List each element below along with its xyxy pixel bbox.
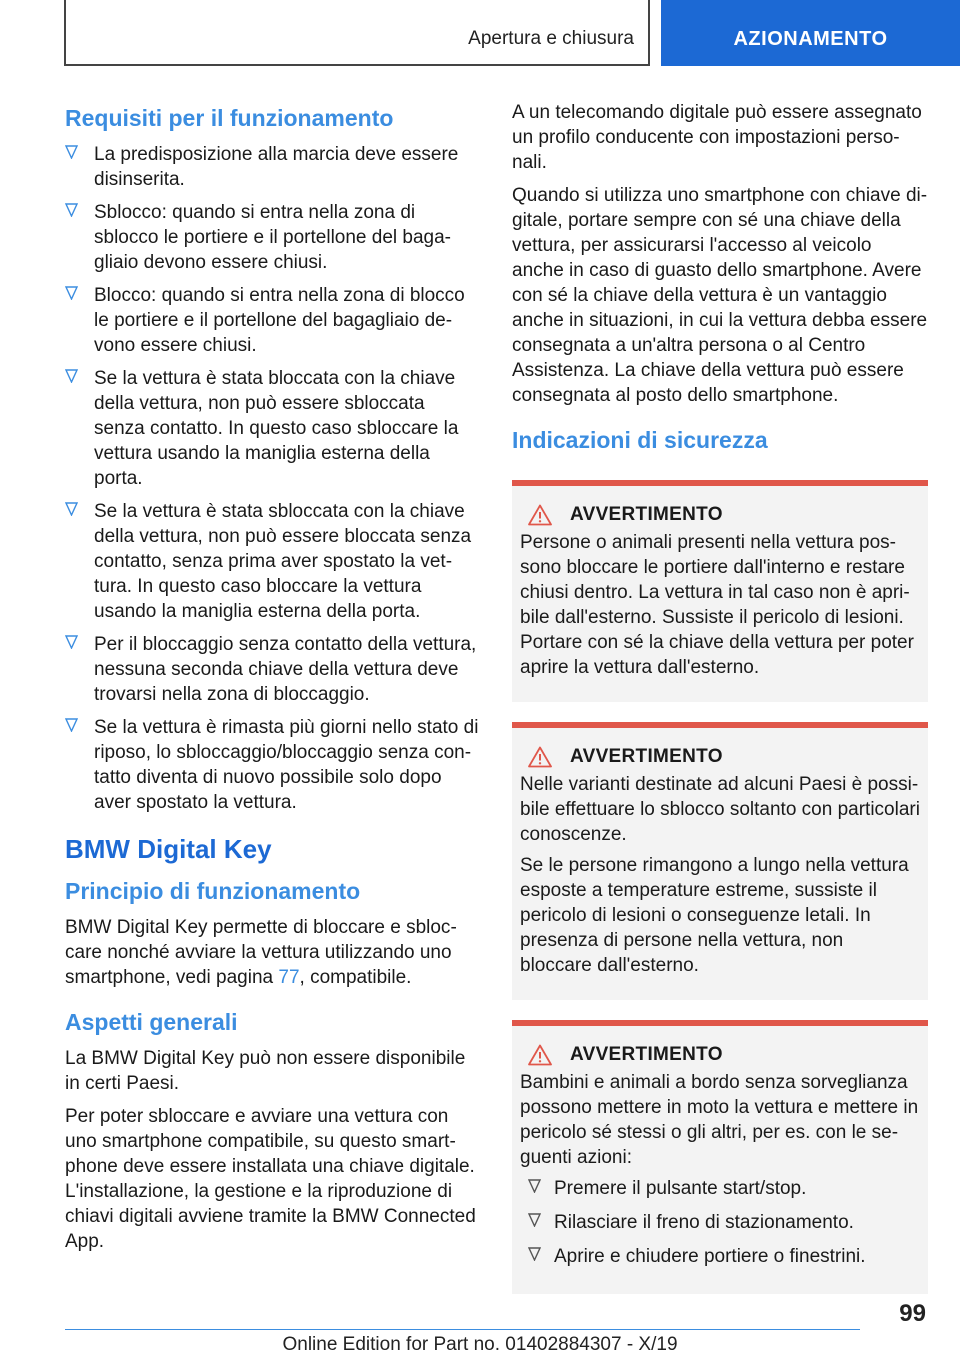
- bullet-triangle-icon: [65, 718, 78, 732]
- general-paragraph: Per poter sbloccare e avviare una vettura con uno smartphone compatibile, su questo smartphone deve essere installata una chiave digitale. L'installazione, la gestione e la riproduzione di chiavi digitali avviene tramite la BMW Connected App.: [65, 1106, 476, 1252]
- list-item-text: Se la vettura è stata bloccata con la chiave della vettura, non può essere sbloccata senza contatto. In questo caso sbloccare la vettura usando la maniglia esterna della porta.: [94, 368, 459, 489]
- general-paragraph: La BMW Digital Key può non essere disponibile in certi Paesi.: [65, 1048, 466, 1094]
- left-column: [65, 100, 480, 1262]
- list-item-text: Blocco: quando si entra nella zona di blocco le portiere e il portellone del bagagliaio devono essere chiusi.: [94, 285, 465, 356]
- requirements-heading: Requisiti per il funzionamento: [65, 105, 394, 131]
- list-item-text: Per il bloccaggio senza contatto della vettura, nessuna seconda chiave della vettura deve trovarsi nella zona di bloccaggio.: [94, 634, 477, 705]
- page-number: 99: [899, 1300, 926, 1327]
- warning-title: AVVERTIMENTO: [570, 1044, 723, 1065]
- list-item-text: Aprire e chiudere portiere o finestrini.: [554, 1246, 866, 1267]
- chapter-tab: [661, 0, 960, 66]
- bullet-triangle-icon: [65, 203, 78, 217]
- page-header: [64, 0, 960, 66]
- list-item: [520, 1244, 920, 1269]
- warning-title: AVVERTIMENTO: [570, 746, 723, 767]
- bullet-triangle-icon: [65, 502, 78, 516]
- bullet-triangle-icon: [65, 635, 78, 649]
- list-item: [65, 200, 480, 275]
- list-item: [65, 283, 480, 358]
- warning-action-list: [520, 1176, 920, 1269]
- list-item-text: Se la vettura è stata sbloccata con la chiave della vettura, non può essere bloccata senza contatto, senza prima aver spostato la vettura. In questo caso bloccare la vettura usando la maniglia esterna della porta.: [94, 501, 472, 622]
- bullet-triangle-icon: [528, 1213, 541, 1227]
- warning-text: Se le persone rimangono a lungo nella vettura esposte a temperature estreme, sussiste il pericolo di lesioni o conseguenze letali. In presenza di persone nella vettura, non bloccare dall'esterno.: [520, 855, 909, 976]
- edition-note: Online Edition for Part no. 01402884307 - X/19: [282, 1334, 678, 1355]
- page-reference-link[interactable]: 77: [278, 967, 300, 988]
- bullet-triangle-icon: [528, 1247, 541, 1261]
- list-item-text: Premere il pulsante start/stop.: [554, 1178, 807, 1199]
- warning-triangle-icon: [528, 746, 552, 768]
- right-column: [512, 100, 928, 1314]
- warning-title: AVVERTIMENTO: [570, 504, 723, 525]
- intro-paragraph: A un telecomando digitale può essere assegnato un profilo conducente con impostazioni personali.: [512, 102, 922, 173]
- warning-header: [520, 746, 920, 768]
- list-item: [65, 715, 480, 815]
- warning-triangle-icon: [528, 1044, 552, 1066]
- list-item: [65, 142, 480, 192]
- warning-box: [512, 722, 928, 1000]
- principle-text: [65, 915, 480, 990]
- list-item-text: Sblocco: quando si entra nella zona di sblocco le portiere e il portellone del bagagliaio devono essere chiusi.: [94, 202, 451, 273]
- warning-text: Bambini e animali a bordo senza sorveglianza possono mettere in moto la vettura e mettere in pericolo sé stessi o gli altri, per es. con le seguenti azioni:: [520, 1072, 919, 1168]
- list-item: [520, 1176, 920, 1201]
- warning-text: Nelle varianti destinate ad alcuni Paesi è possibile effettuare lo sblocco soltanto con particolari conoscenze.: [520, 774, 920, 845]
- principle-text-start: BMW Digital Key permette di bloccare e sbloccare nonché avviare la vettura utilizzando uno smartphone, vedi pagina: [65, 917, 457, 988]
- digital-key-heading: BMW Digital Key: [65, 834, 272, 864]
- requirements-list: [65, 142, 480, 815]
- bullet-triangle-icon: [65, 369, 78, 383]
- warning-box: [512, 480, 928, 702]
- list-item: [65, 499, 480, 624]
- principle-text-end: , compatibile.: [299, 967, 412, 988]
- general-heading: Aspetti generali: [65, 1009, 238, 1035]
- intro-paragraph: Quando si utilizza uno smartphone con chiave digitale, portare sempre con sé una chiave della vettura, per assicurarsi l'accesso al veicolo anche in caso di guasto dello smartphone. Avere con sé la chiave della vettura è un vantaggio anche in situazioni, in cui la vettura debba essere consegnata a un'altra persona o al Centro Assistenza. La chiave della vettura può essere consegnata al posto dello smartphone.: [512, 185, 928, 406]
- warning-box: [512, 1020, 928, 1294]
- bullet-triangle-icon: [528, 1179, 541, 1193]
- list-item-text: Se la vettura è rimasta più giorni nello stato di riposo, lo sbloccaggio/bloccaggio senza contatto diventa di nuovo possibile solo dopo aver spostato la vettura.: [94, 717, 479, 813]
- bullet-triangle-icon: [65, 145, 78, 159]
- chapter-title: AZIONAMENTO: [733, 28, 888, 50]
- bullet-triangle-icon: [65, 286, 78, 300]
- list-item-text: Rilasciare il freno di stazionamento.: [554, 1212, 854, 1233]
- list-item: [65, 632, 480, 707]
- footer-divider: [65, 1329, 860, 1330]
- list-item: [520, 1210, 920, 1235]
- section-title: Apertura e chiusura: [468, 28, 634, 49]
- warning-header: [520, 1044, 920, 1066]
- warning-header: [520, 504, 920, 526]
- principle-heading: Principio di funzionamento: [65, 878, 361, 904]
- warning-triangle-icon: [528, 504, 552, 526]
- section-tab: [64, 0, 650, 66]
- safety-heading: Indicazioni di sicurezza: [512, 427, 768, 453]
- list-item-text: La predisposizione alla marcia deve essere disinserita.: [94, 144, 459, 190]
- warning-text: Persone o animali presenti nella vettura possono bloccare le portiere dall'interno e restare chiusi dentro. La vettura in tal caso non è apribile dall'esterno. Sussiste il pericolo di lesioni. Portare con sé la chiave della vettura per poter aprire la vettura dall'esterno.: [520, 532, 914, 678]
- list-item: [65, 366, 480, 491]
